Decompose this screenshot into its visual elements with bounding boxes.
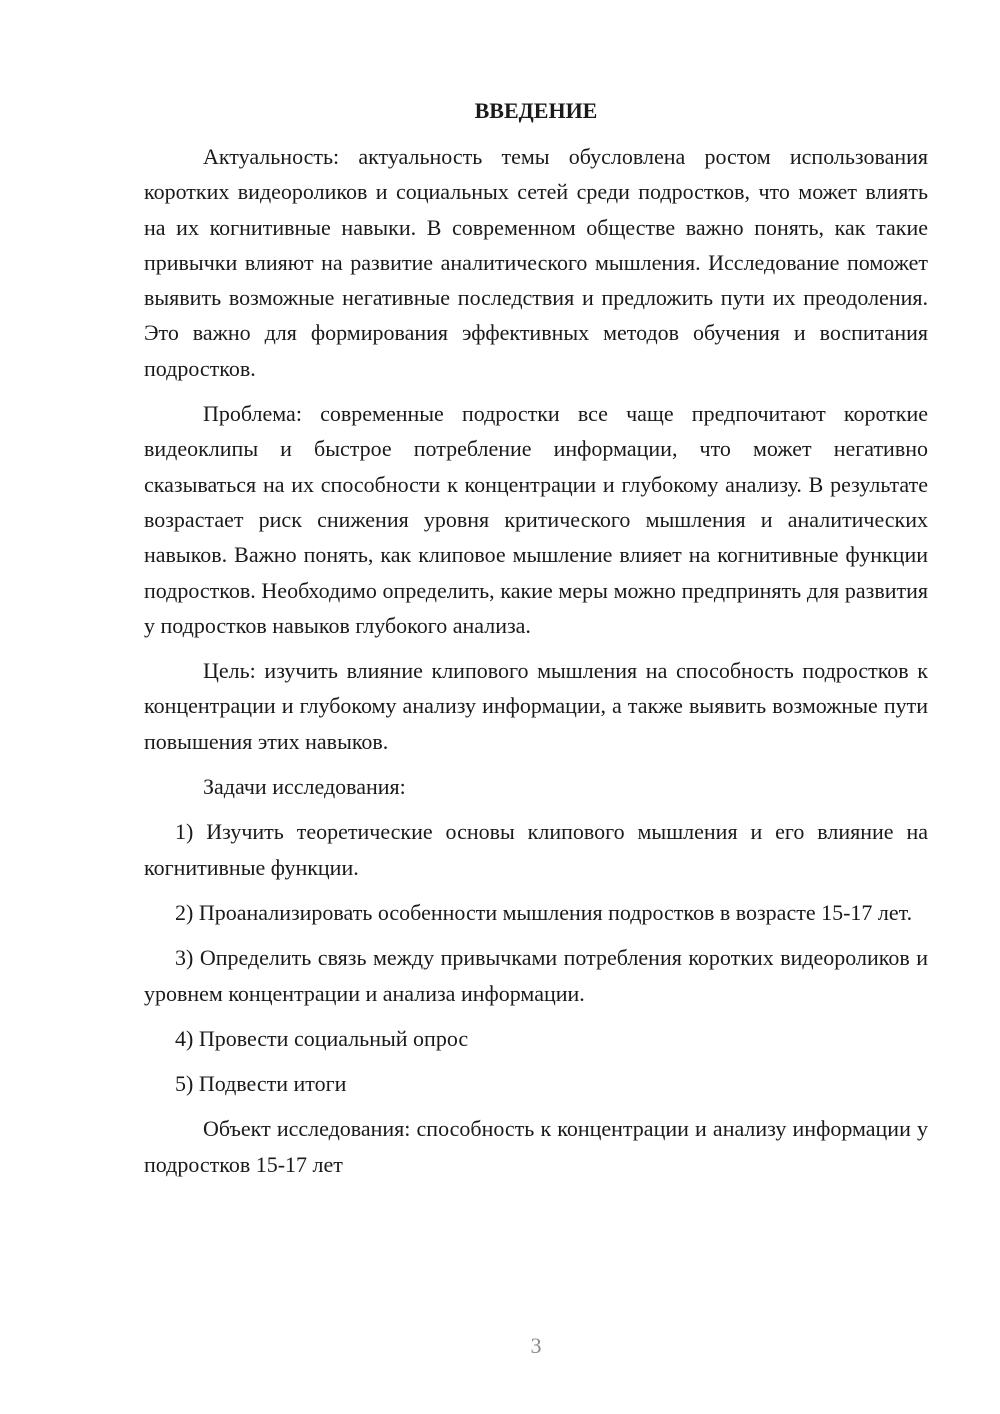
task-item: 5) Подвести итоги xyxy=(175,1071,347,1097)
page-number: 3 xyxy=(530,1333,542,1358)
paragraph-object: Объект исследования: способность к концентрации и анализу информации у подростков 15-17 лет xyxy=(144,1116,928,1177)
paragraph-tasks-heading: Задачи исследования: xyxy=(203,774,406,800)
paragraph-problem: Проблема: современные подростки все чаще предпочитают короткие видеоклипы и быстрое потребление информации, что может негативно сказываться на их способности к концентрации и глубокому анализу. В результате возрастает риск снижения уровня критического мышления и аналитических навыков. Важно понять, как клиповое мышление влияет на когнитивные функции подростков. Необходимо определить, какие меры можно предпринять для развития у подростков навыков глубокого анализа. xyxy=(144,401,928,638)
task-item: 2) Проанализировать особенности мышления подростков в возрасте 15-17 лет. xyxy=(175,899,913,925)
page-content xyxy=(144,94,928,1192)
task-item: 1) Изучить теоретические основы клипового мышления и его влияние на когнитивные функции. xyxy=(144,819,928,880)
paragraph-relevance: Актуальность: актуальность темы обусловлена ростом использования коротких видеороликов и социальных сетей среди подростков, что может влиять на их когнитивные навыки. В современном обществе важно понять, как такие привычки влияют на развитие аналитического мышления. Исследование поможет выявить возможные негативные последствия и предложить пути их преодоления. Это важно для формирования эффективных методов обучения и воспитания подростков. xyxy=(144,144,928,381)
task-item: 4) Провести социальный опрос xyxy=(175,1025,469,1051)
task-item: 3) Определить связь между привычками потребления коротких видеороликов и уровнем концентрации и анализа информации. xyxy=(144,945,928,1006)
paragraph-goal: Цель: изучить влияние клипового мышления на способность подростков к концентрации и глубокому анализу информации, а также выявить возможные пути повышения этих навыков. xyxy=(144,658,928,754)
section-title: ВВЕДЕНИЕ xyxy=(474,98,598,123)
